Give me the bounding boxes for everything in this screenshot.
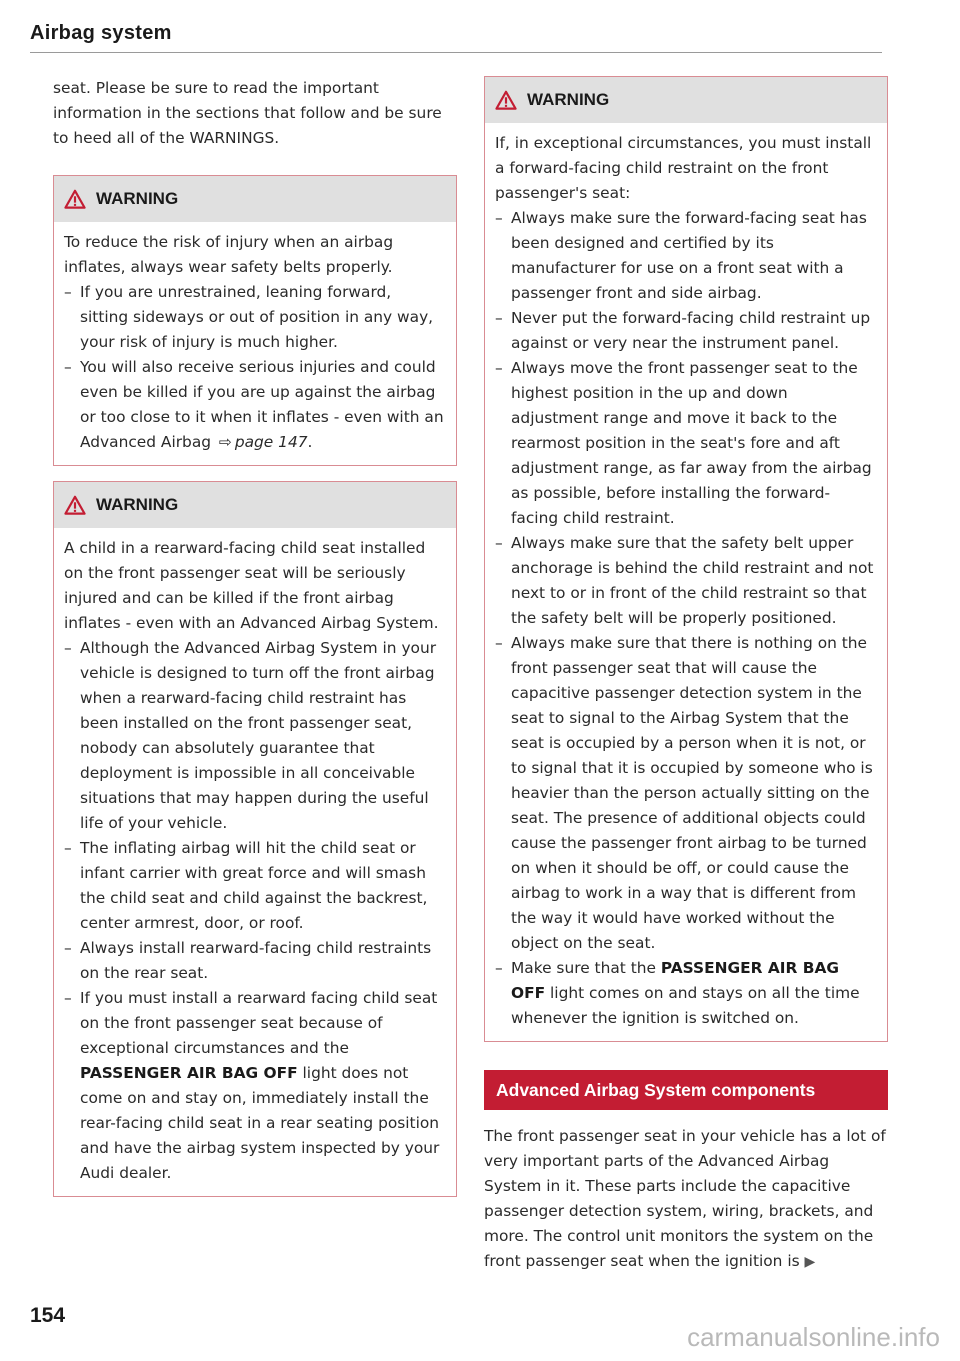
continued-arrow-icon: ▶ (804, 1254, 816, 1270)
indicator-light-name: PASSENGER AIR BAG OFF (80, 1064, 298, 1082)
warning-body (54, 222, 456, 465)
list-item: – Always make sure that the safety belt upper anchorage is behind the child restraint and not next to or in front of the child restraint so that the safety belt will be properly positioned. (495, 531, 875, 631)
warning-body (54, 528, 456, 1196)
intro-paragraph: seat. Please be sure to read the important information in the sections that follow and be sure to heed all of the WARNINGS. (53, 79, 442, 147)
warning-box-1 (53, 175, 457, 466)
right-column (484, 76, 888, 1275)
left-column (53, 76, 457, 1197)
warning-title: WARNING (96, 189, 179, 208)
list-item: – If you are unrestrained, leaning forward, sitting sideways or out of position in any way, your risk of injury is much higher. (64, 280, 444, 355)
list-item: – Never put the forward-facing child restraint up against or very near the instrument panel. (495, 306, 875, 356)
page-reference-arrow-icon: ⇨ (218, 433, 232, 451)
list-item: – If you must install a rearward facing child seat on the front passenger seat because of exceptional circumstances and the PASSENGER AIR BAG OFF light does not come on and stay on, immediately install the rear-facing child seat in a rear seating position and have the airbag system inspected by your Audi dealer. (64, 986, 444, 1186)
page-number: 154 (30, 1304, 66, 1327)
warning-body (485, 123, 887, 1041)
warning-triangle-icon (495, 90, 517, 110)
section-heading: Advanced Airbag System components (484, 1070, 888, 1110)
warning-box-2 (53, 481, 457, 1197)
indicator-light-name: PASSENGER AIR BAG OFF (511, 959, 840, 1002)
section-paragraph: The front passenger seat in your vehicle has a lot of very important parts of the Advanced Airbag System in it. These parts include the capacitive passenger detection system, wiring, brackets, and more. The control unit monitors the system on the front passenger seat when the ignition is ▶ (484, 1127, 886, 1270)
warning-list (64, 636, 444, 1186)
warning-text: To reduce the risk of injury when an airbag inflates, always wear safety belts properly. (64, 233, 394, 276)
warning-title: WARNING (527, 90, 610, 109)
warning-list (495, 206, 875, 1031)
list-item: – The inflating airbag will hit the child seat or infant carrier with great force and will smash the child seat and child against the backrest, center armrest, door, or roof. (64, 836, 444, 936)
list-item: – You will also receive serious injuries and could even be killed if you are up against the airbag or too close to it when it inflates - even with an Advanced Airbag ⇨ page 147. (64, 355, 444, 455)
warning-triangle-icon (64, 189, 86, 209)
warning-header (485, 77, 887, 123)
running-header: Airbag system (30, 22, 172, 44)
warning-list (64, 280, 444, 455)
page-reference-link[interactable]: page 147 (234, 433, 308, 451)
warning-triangle-icon (64, 495, 86, 515)
warning-text: If, in exceptional circumstances, you must install a forward-facing child restraint on the front passenger's seat: (495, 134, 872, 202)
warning-header (54, 482, 456, 528)
list-item: – Although the Advanced Airbag System in your vehicle is designed to turn off the front airbag when a rearward-facing child restraint has been installed on the front passenger seat, nobody can absolutely guarantee that deployment is impossible in all conceivable situations that may happen during the useful life of your vehicle. (64, 636, 444, 836)
list-item: – Always install rearward-facing child restraints on the rear seat. (64, 936, 444, 986)
list-item: – Always make sure that there is nothing on the front passenger seat that will cause the capacitive passenger detection system in the seat to signal to the Airbag System that the seat is occupied by a person when it is not, or to signal that it is occupied by someone who is heavier than the person actually sitting on the seat. The presence of additional objects could cause the passenger front airbag to be turned on when it should be off, or could cause the airbag to work in a way that is different from the way it would have worked without the object on the seat. (495, 631, 875, 956)
warning-title: WARNING (96, 495, 179, 514)
warning-box-3 (484, 76, 888, 1042)
list-item: – Always move the front passenger seat to the highest position in the up and down adjustment range and move it back to the rearmost position in the seat's fore and aft adjustment range, as far away from the airbag as possible, before installing the forward-facing child restraint. (495, 356, 875, 531)
list-item: – Always make sure the forward-facing seat has been designed and certified by its manufacturer for use on a front seat with a passenger front and side airbag. (495, 206, 875, 306)
warning-text: A child in a rearward-facing child seat installed on the front passenger seat will be seriously injured and can be killed if the front airbag inflates - even with an Advanced Airbag System. (64, 539, 439, 632)
list-item: – Make sure that the PASSENGER AIR BAG OFF light comes on and stays on all the time whenever the ignition is switched on. (495, 956, 875, 1031)
header-divider (30, 52, 882, 53)
warning-header (54, 176, 456, 222)
watermark: carmanualsonline.info (687, 1322, 940, 1352)
